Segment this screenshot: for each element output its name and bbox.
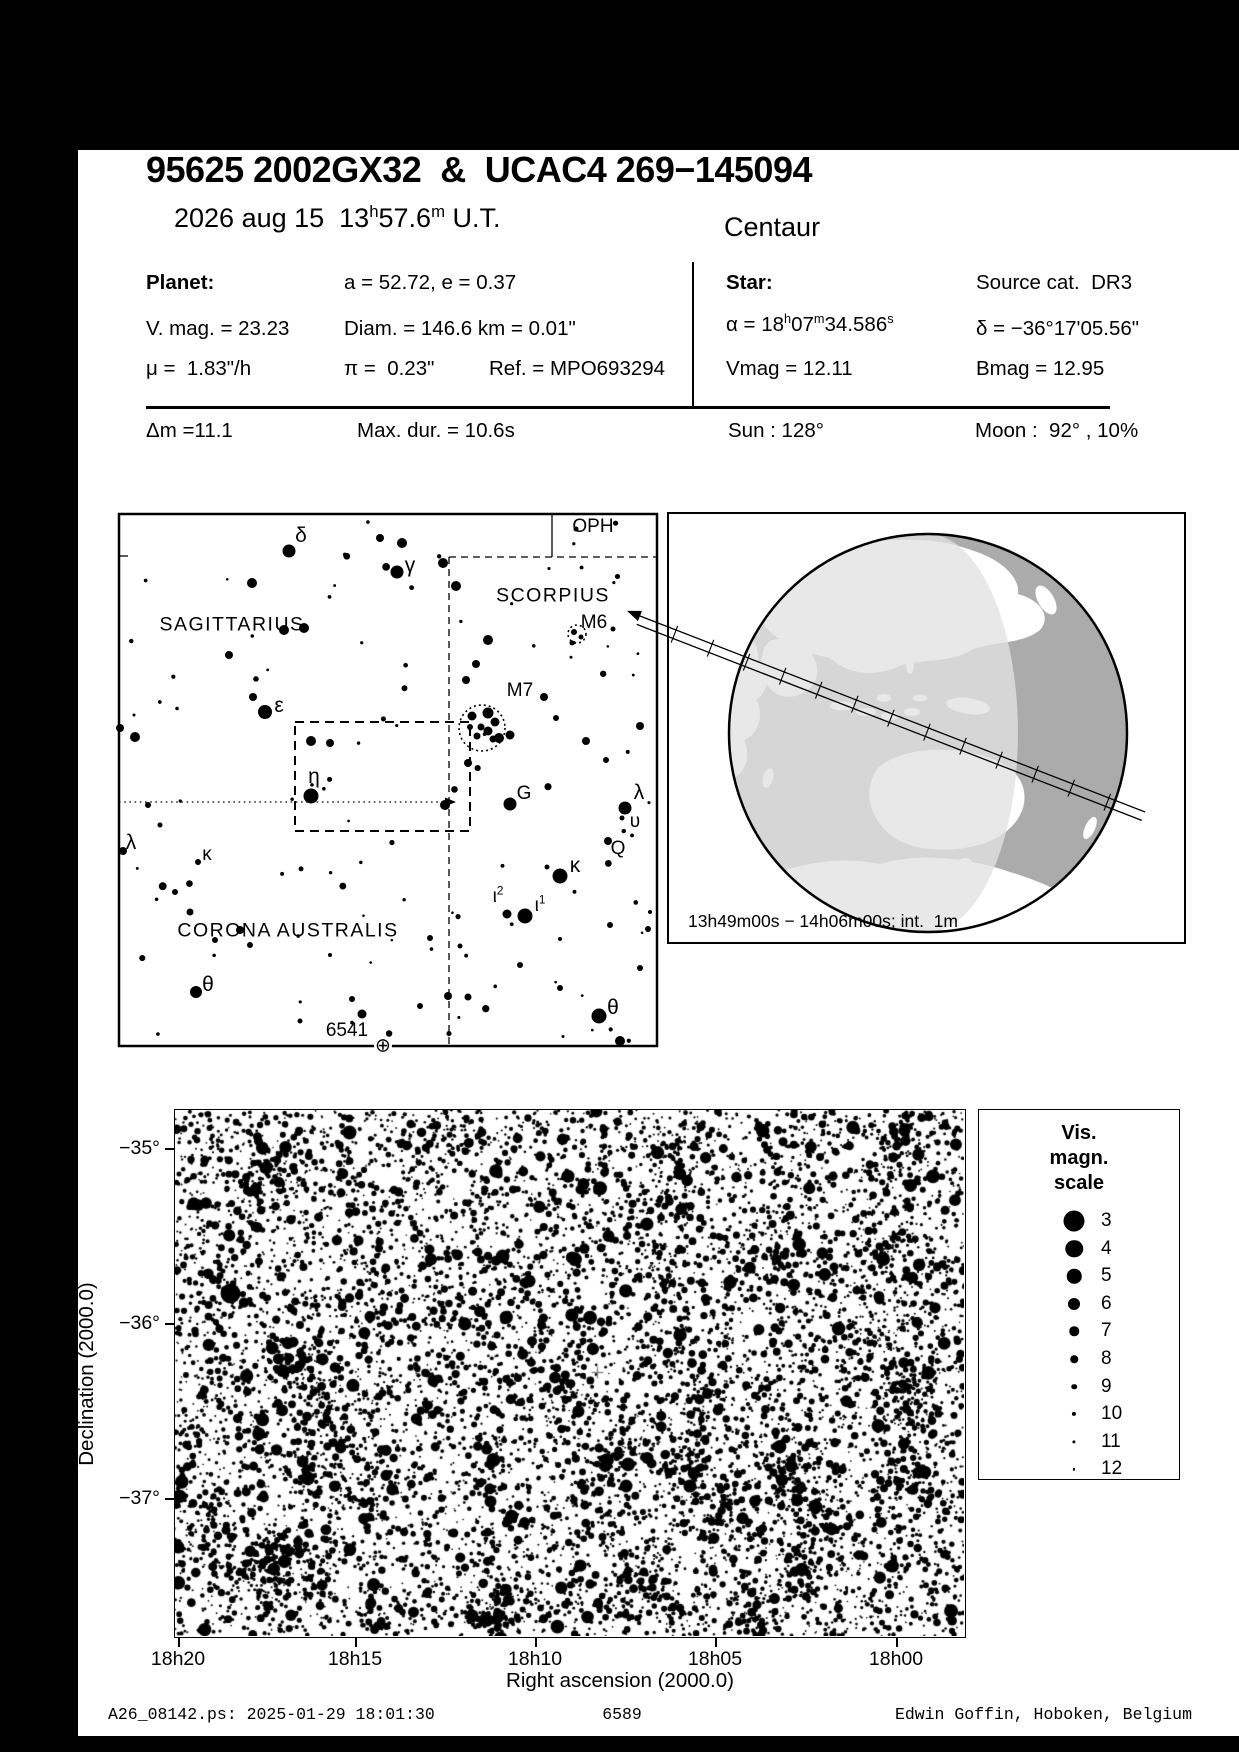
star-dot [175, 707, 179, 711]
globular-cluster-symbol: ⊕ [375, 1034, 391, 1057]
legend-magnitude-label: 7 [1101, 1320, 1112, 1342]
star-ra: $\alpha = 18^h07^m34.586^s$ [726, 311, 894, 336]
finder-label: G [516, 783, 532, 804]
star-dot [518, 909, 533, 924]
event-max-duration: Max. dur. = 10.6s [357, 419, 515, 442]
star-dot [580, 566, 584, 570]
star-dec: δ = −36°17'05.56" [976, 317, 1140, 340]
star-dot [299, 866, 304, 871]
star-dot [381, 716, 386, 721]
star-dot [501, 864, 505, 868]
star-dot [503, 910, 512, 919]
star-dot [144, 579, 148, 583]
cluster-star-dot [467, 724, 473, 730]
star-dot [464, 759, 472, 767]
planet-mu: μ = 1.83"/h [146, 357, 252, 380]
star-dot [430, 947, 434, 951]
star-dot [440, 800, 450, 810]
star-dot [482, 1005, 489, 1012]
star-dot [362, 914, 365, 917]
footer-filename: A26_08142.ps: 2025-01-29 18:01:30 [108, 1705, 435, 1724]
star-dot [358, 1010, 367, 1019]
finder-label: υ [629, 811, 641, 832]
star-dot [562, 1035, 565, 1038]
star-dot [458, 944, 463, 949]
y-axis-tick [165, 1498, 174, 1500]
star-dot [451, 911, 454, 914]
star-dot [532, 644, 535, 647]
star-dot [572, 641, 575, 644]
star-dot [290, 798, 293, 801]
legend-title-line3: scale [1053, 1172, 1105, 1194]
star-dot [457, 1016, 460, 1019]
finder-label: $\iota^2$ [492, 884, 504, 907]
star-dot [607, 645, 610, 648]
event-moon-elongation: Moon : 92° , 10% [975, 419, 1139, 442]
x-axis-tick [178, 1638, 180, 1647]
star-dot [417, 1003, 423, 1009]
star-dot [172, 889, 178, 895]
star-dot [156, 1032, 160, 1036]
globe-time-caption: 13h49m00s − 14h06m00s; int. 1m [688, 911, 958, 931]
star-dot [403, 663, 408, 668]
star-dot [139, 955, 145, 961]
star-dot [553, 715, 559, 721]
x-axis-tick [535, 1638, 537, 1647]
finder-label: η [308, 765, 320, 788]
star-dot [357, 741, 360, 744]
star-dot [451, 786, 458, 793]
cluster-star-dot [490, 736, 497, 743]
star-dot [506, 731, 515, 740]
event-sun-elongation: Sun : 128° [728, 419, 824, 442]
star-dot [547, 567, 550, 570]
star-dot [369, 961, 372, 964]
cluster-star-dot [571, 629, 577, 635]
star-dot [328, 953, 332, 957]
star-dot [545, 865, 550, 870]
star-dot [253, 676, 259, 682]
star-dot [366, 520, 370, 524]
star-dot [517, 962, 523, 968]
star-dot [129, 639, 133, 643]
cluster-star-dot [478, 724, 485, 731]
star-dot [247, 942, 253, 948]
cluster-star-dot [468, 712, 477, 721]
y-axis-tick [165, 1323, 174, 1325]
finder-label: SCORPIUS [496, 584, 610, 607]
star-dot [573, 890, 577, 894]
star-dot [349, 996, 355, 1002]
star-dot [130, 732, 140, 742]
star-dot [446, 1031, 451, 1036]
cluster-star-dot [491, 718, 500, 727]
star-dot [627, 1039, 631, 1043]
star-dot [195, 859, 201, 865]
finder-label: Q [610, 838, 626, 859]
star-dot [304, 789, 319, 804]
star-dot [360, 641, 363, 644]
star-dot [409, 585, 414, 590]
star-dot [437, 554, 441, 558]
star-dot [553, 869, 568, 884]
column-divider [692, 262, 694, 408]
star-dot [391, 566, 404, 579]
star-dot [465, 994, 472, 1001]
star-dot [401, 685, 407, 691]
star-dot [475, 765, 481, 771]
star-dot [540, 693, 548, 701]
finder-label: θ [607, 996, 619, 1019]
star-dot [306, 736, 316, 746]
star-dot [171, 675, 175, 679]
finder-label: M7 [506, 680, 534, 701]
star-dot [558, 937, 562, 941]
legend-magnitude-dot [1070, 1355, 1078, 1363]
star-dot [483, 732, 487, 736]
magnitude-legend [978, 1109, 1180, 1480]
path-direction-arrow [627, 611, 642, 621]
star-dot [298, 1019, 303, 1024]
legend-magnitude-dot [1064, 1211, 1085, 1232]
star-dot [557, 985, 563, 991]
legend-magnitude-label: 9 [1101, 1375, 1112, 1397]
star-dot [472, 660, 480, 668]
legend-magnitude-label: 11 [1101, 1430, 1121, 1452]
finder-label: κ [202, 844, 212, 865]
object-class: Centaur [724, 212, 821, 242]
star-dot [504, 798, 517, 811]
star-dot [483, 635, 493, 645]
star-dot [464, 954, 468, 958]
legend-magnitude-dot [1069, 1327, 1079, 1337]
field-of-view-box [295, 722, 470, 831]
star-dot [329, 871, 332, 874]
star-dot [592, 1009, 607, 1024]
legend-magnitude-label: 12 [1101, 1458, 1123, 1480]
star-dot [212, 954, 216, 958]
finder-label: λ [125, 831, 137, 854]
star-dot [569, 656, 572, 659]
legend-title-line1: Vis. [1061, 1122, 1097, 1144]
star-label: Star: [726, 271, 773, 294]
x-axis-tick-label: 18h10 [507, 1648, 563, 1670]
x-axis-tick-label: 18h15 [327, 1648, 383, 1670]
x-axis-tick [355, 1638, 357, 1647]
star-dot [359, 861, 362, 864]
planet-diameter: Diam. = 146.6 km = 0.01" [344, 317, 576, 340]
planet-reference: Ref. = MPO693294 [489, 357, 666, 380]
star-dot [339, 883, 346, 890]
x-axis-label: Right ascension (2000.0) [506, 1669, 734, 1692]
finder-label: γ [404, 554, 416, 577]
star-dot [451, 581, 461, 591]
star-dot [582, 737, 590, 745]
star-dot [347, 820, 350, 823]
star-dot [459, 620, 462, 623]
star-dot [190, 986, 202, 998]
x-axis-tick [896, 1638, 898, 1647]
star-dot [136, 867, 139, 870]
star-bmag: Bmag = 12.95 [976, 357, 1105, 380]
star-dot [155, 897, 159, 901]
footer-author: Edwin Goffin, Hoboken, Belgium [894, 1705, 1192, 1724]
finder-label: SAGITTARIUS [159, 613, 305, 636]
legend-magnitude-label: 3 [1101, 1210, 1112, 1231]
star-vmag: Vmag = 12.11 [726, 357, 853, 380]
star-dot [333, 584, 336, 587]
y-axis-tick-label: −37° [119, 1487, 160, 1509]
legend-title-line2: magn. [1049, 1147, 1109, 1169]
section-divider [146, 406, 1110, 409]
star-dot [544, 783, 551, 790]
legend-magnitude-dot [1072, 1440, 1075, 1443]
star-dot [554, 981, 557, 984]
legend-magnitude-label: 4 [1101, 1237, 1112, 1259]
finder-label: OPH [572, 516, 614, 537]
star-dot [226, 578, 229, 581]
legend-magnitude-label: 10 [1101, 1403, 1123, 1425]
legend-magnitude-dot [1073, 1468, 1075, 1470]
cluster-star-dot [579, 635, 584, 640]
globe-figure [615, 505, 1195, 953]
star-dot [116, 724, 124, 732]
star-dot [438, 558, 448, 568]
star-dot [328, 595, 332, 599]
finder-label: CORONA AUSTRALIS [177, 919, 399, 942]
legend-magnitude-dot [1072, 1412, 1076, 1416]
star-dot [225, 651, 233, 659]
y-axis-tick-label: −36° [119, 1312, 160, 1334]
star-dot [591, 1029, 594, 1032]
star-dot [402, 898, 405, 901]
star-dot [493, 985, 497, 989]
star-dot [395, 724, 398, 727]
finder-label: κ [569, 854, 581, 877]
legend-magnitude-dot [1068, 1298, 1080, 1310]
x-axis-tick-label: 18h00 [868, 1648, 924, 1670]
x-axis-tick [715, 1638, 717, 1647]
star-dot [603, 757, 609, 763]
finder-label: θ [202, 973, 214, 996]
star-dot [462, 676, 470, 684]
finder-label: λ [633, 781, 645, 804]
star-dot [145, 802, 151, 808]
star-dot [397, 538, 407, 548]
star-dot [572, 542, 575, 545]
planet-vmag: V. mag. = 23.23 [146, 317, 290, 340]
star-dot [376, 534, 384, 542]
legend-magnitude-label: 8 [1101, 1348, 1112, 1369]
star-map-frame [174, 1109, 966, 1638]
y-axis-tick [165, 1148, 174, 1150]
event-delta-m: Δm =11.1 [146, 419, 233, 442]
star-dot [187, 909, 194, 916]
star-dot [343, 553, 350, 560]
star-dot [455, 914, 460, 919]
cluster-star-dot [474, 733, 481, 740]
finder-label: 6541 [325, 1020, 369, 1041]
star-dot [158, 700, 162, 704]
star-dot [637, 965, 643, 971]
finder-label: M6 [580, 612, 608, 633]
y-axis-tick-label: −35° [119, 1137, 160, 1159]
star-dot [326, 739, 334, 747]
cluster-star-dot [483, 708, 494, 719]
star-dot [159, 882, 167, 890]
star-dot [158, 823, 163, 828]
star-dot [283, 545, 296, 558]
star-dot [266, 668, 269, 671]
finder-label: $\iota^1$ [534, 893, 546, 916]
x-axis-tick-label: 18h20 [150, 1648, 206, 1670]
star-source-catalog: Source cat. DR3 [976, 271, 1133, 294]
finder-label: δ [295, 524, 307, 547]
y-axis-label: Declination (2000.0) [75, 1282, 99, 1466]
star-dot [389, 840, 394, 845]
planet-parallax: π = 0.23" [344, 357, 435, 380]
star-dot [605, 860, 612, 867]
legend-magnitude-label: 5 [1101, 1265, 1112, 1287]
legend-magnitude-dot [1071, 1384, 1077, 1390]
finder-label: ε [274, 694, 284, 717]
star-dot [581, 994, 584, 997]
star-dot [249, 693, 257, 701]
star-dot [322, 787, 326, 791]
legend-magnitude-dot [1065, 1240, 1083, 1258]
star-dot [510, 922, 514, 926]
star-dot [382, 563, 390, 571]
star-dot [427, 935, 433, 941]
star-dot [132, 714, 135, 717]
star-dot [299, 1000, 302, 1003]
star-dot [247, 578, 257, 588]
planet-label: Planet: [146, 271, 215, 294]
page-title: 95625 2002GX32 & UCAC4 269−145094 [146, 149, 812, 190]
star-dot [327, 777, 332, 782]
footer-page-number: 6589 [602, 1705, 642, 1724]
star-dot [609, 1027, 613, 1031]
star-dot [615, 1036, 625, 1046]
star-dot [186, 880, 193, 887]
star-dot [600, 671, 606, 677]
star-dot [258, 705, 272, 719]
event-datetime: 2026 aug 15 13$^h$57.6$^m$ U.T. [174, 202, 501, 233]
star-dot [280, 872, 284, 876]
x-axis-tick-label: 18h05 [687, 1648, 743, 1670]
planet-orbit: a = 52.72, e = 0.37 [344, 271, 517, 294]
legend-magnitude-dot [1067, 1269, 1082, 1284]
night-shadow [729, 534, 1018, 932]
star-dot [444, 992, 452, 1000]
star-map-canvas [175, 1110, 964, 1636]
star-dot [179, 799, 182, 802]
legend-magnitude-label: 6 [1101, 1292, 1112, 1314]
star-dot [607, 922, 613, 928]
